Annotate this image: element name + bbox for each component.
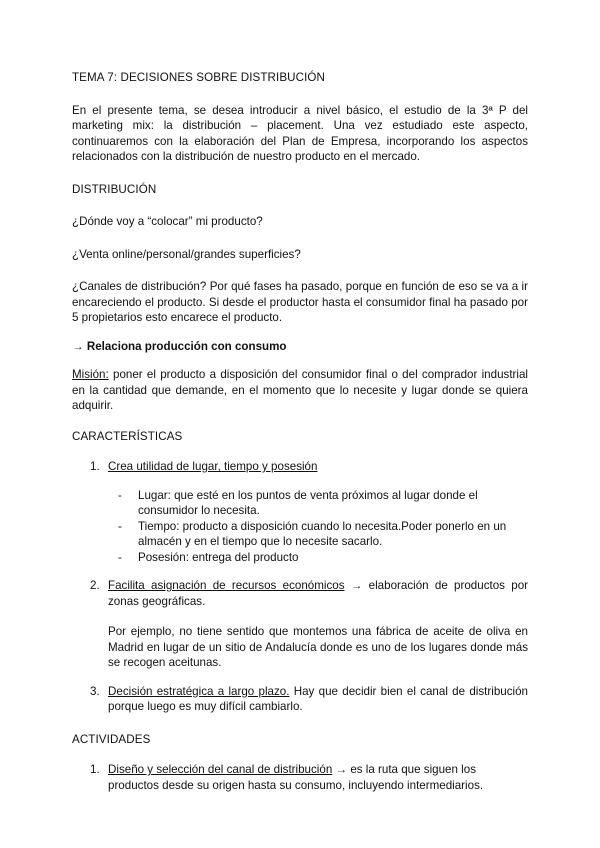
bullet-tiempo (72, 519, 528, 550)
bullet-text: Tiempo: producto a disposición cuando lo necesita.Poder ponerlo en un almacén y en el tiempo que lo necesite sacarlo. (138, 519, 507, 548)
bullet-text: Posesión: entrega del producto (138, 550, 299, 564)
bullet-text: Lugar: que esté en los puntos de venta próximos al lugar donde el consumidor lo necesita. (138, 488, 478, 517)
question-venta: ¿Venta online/personal/grandes superficies? (72, 247, 301, 261)
mision-text: poner el producto a disposición del consumidor final o del comprador industrial en la cantidad que demande, en el momento que lo necesite y lugar donde se quiera adquirir. (72, 368, 528, 412)
bullet-posesion (72, 550, 528, 566)
section-heading-caracteristicas: CARACTERÍSTICAS (72, 429, 183, 443)
caracteristica-item-2-label: Facilita asignación de recursos económicos (108, 579, 345, 592)
list-number: 2. (90, 579, 100, 592)
caracteristica-item-2 (72, 578, 528, 609)
question-canales: ¿Canales de distribución? Por qué fases ha pasado, porque en función de eso se va a ir encareciendo el producto. Si desde el productor hasta el consumidor final ha pasado por 5 propietarios esto encarece el producto. (72, 280, 528, 324)
section-heading-distribucion: DISTRIBUCIÓN (72, 182, 157, 196)
bullet-lugar (72, 488, 528, 519)
relation-statement: → Relaciona producción con consumo (72, 339, 287, 353)
question-donde: ¿Dónde voy a “colocar” mi producto? (72, 215, 263, 228)
mision-paragraph (72, 367, 528, 414)
section-heading-actividades: ACTIVIDADES (72, 732, 151, 746)
dash-marker: - (118, 488, 122, 502)
caracteristica-item-1 (72, 459, 528, 475)
list-number: 1. (90, 763, 100, 776)
caracteristica-item-2-text: → elaboración de productos por zonas geográficas. (108, 579, 528, 608)
intro-paragraph: En el presente tema, se desea introducir a nivel básico, el estudio de la 3ª P del marketing mix: la distribución – placement. Una vez estudiado este aspecto, continuaremos con la elaboración del Plan de Empresa, incorporando los aspectos relacionados con la distribución de nuestro producto en el mercado. (72, 103, 528, 163)
actividad-item-1-label: Diseño y selección del canal de distribución (108, 763, 333, 776)
actividad-item-1 (72, 762, 528, 793)
dash-marker: - (118, 550, 122, 564)
document-page (72, 70, 528, 793)
document-title: TEMA 7: DECISIONES SOBRE DISTRIBUCIÓN (72, 71, 326, 84)
list-number: 3. (90, 684, 100, 698)
dash-marker: - (118, 519, 122, 533)
caracteristica-item-1-label: Crea utilidad de lugar, tiempo y posesión (108, 460, 318, 473)
example-paragraph: Por ejemplo, no tiene sentido que montemos una fábrica de aceite de oliva en Madrid en lugar de un sitio de Andalucía donde es uno de los lugares donde más se recogen aceitunas. (108, 625, 528, 669)
mision-label: Misión: (72, 368, 109, 381)
caracteristica-item-3 (72, 684, 528, 715)
caracteristica-item-3-text: Hay que decidir bien el canal de distribución porque luego es muy difícil cambiarlo. (108, 684, 528, 713)
caracteristica-item-3-label: Decisión estratégica a largo plazo. (108, 684, 290, 698)
list-number: 1. (90, 460, 100, 473)
actividad-item-1-text: → es la ruta que siguen los productos desde su origen hasta su consumo, incluyendo intermediarios. (108, 763, 484, 792)
